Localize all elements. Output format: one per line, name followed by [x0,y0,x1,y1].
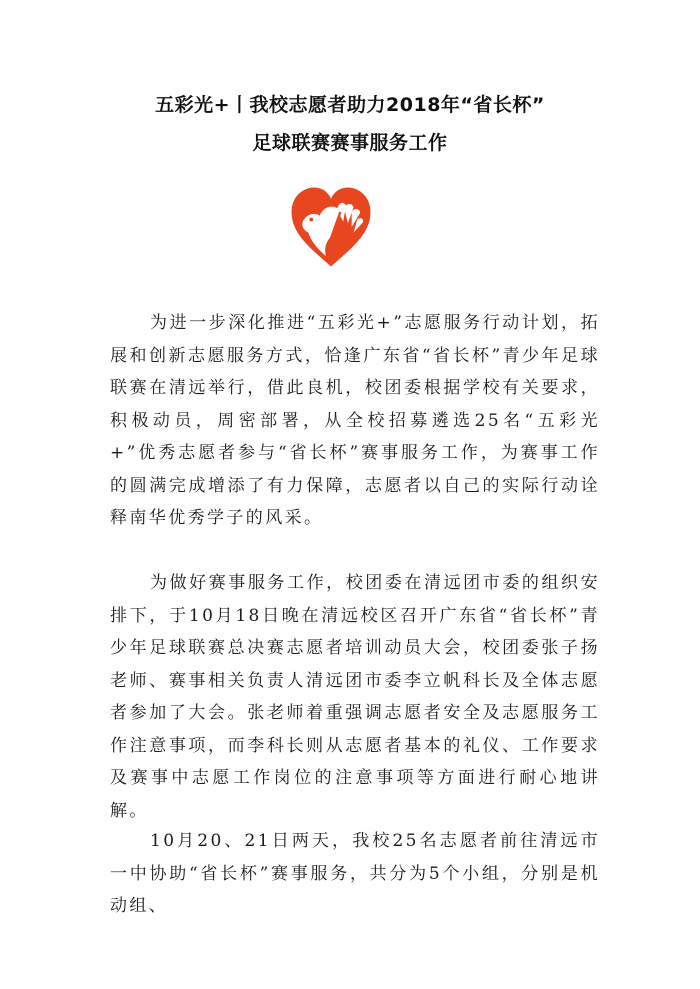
volunteer-heart-dove-hand-icon [284,180,378,274]
paragraph-1: 为进一步深化推进“五彩光+”志愿服务行动计划，拓展和创新志愿服务方式，恰逢广东省“省长杯”青少年足球联赛在清远举行，借此良机，校团委根据学校有关要求，积极动员，周密部署，从全校招募遴选25名“五彩光+”优秀志愿者参与“省长杯”赛事服务工作，为赛事工作的圆满完成增添了有力保障，志愿者以自己的实际行动诠释南华优秀学子的风采。 [110,313,600,528]
page-title-line-2: 足球联赛赛事服务工作 [252,132,448,154]
paragraph-3: 10月20、21日两天，我校25名志愿者前往清远市一中协助“省长杯”赛事服务，共分为5个小组，分别是机动组、 [110,831,600,916]
page-title-line-1: 五彩光+丨我校志愿者助力2018年“省长杯” [155,94,545,116]
paragraph-2: 为做好赛事服务工作，校团委在清远团市委的组织安排下，于10月18日晚在清远校区召开广东省“省长杯”青少年足球联赛总决赛志愿者培训动员大会，校团委张子扬老师、赛事相关负责人清远团市委李立帆科长及全体志愿者参加了大会。张老师着重强调志愿者安全及志愿服务工作注意事项，而李科长则从志愿者基本的礼仪、工作要求及赛事中志愿工作岗位的注意事项等方面进行耐心地讲解。 [110,573,600,821]
